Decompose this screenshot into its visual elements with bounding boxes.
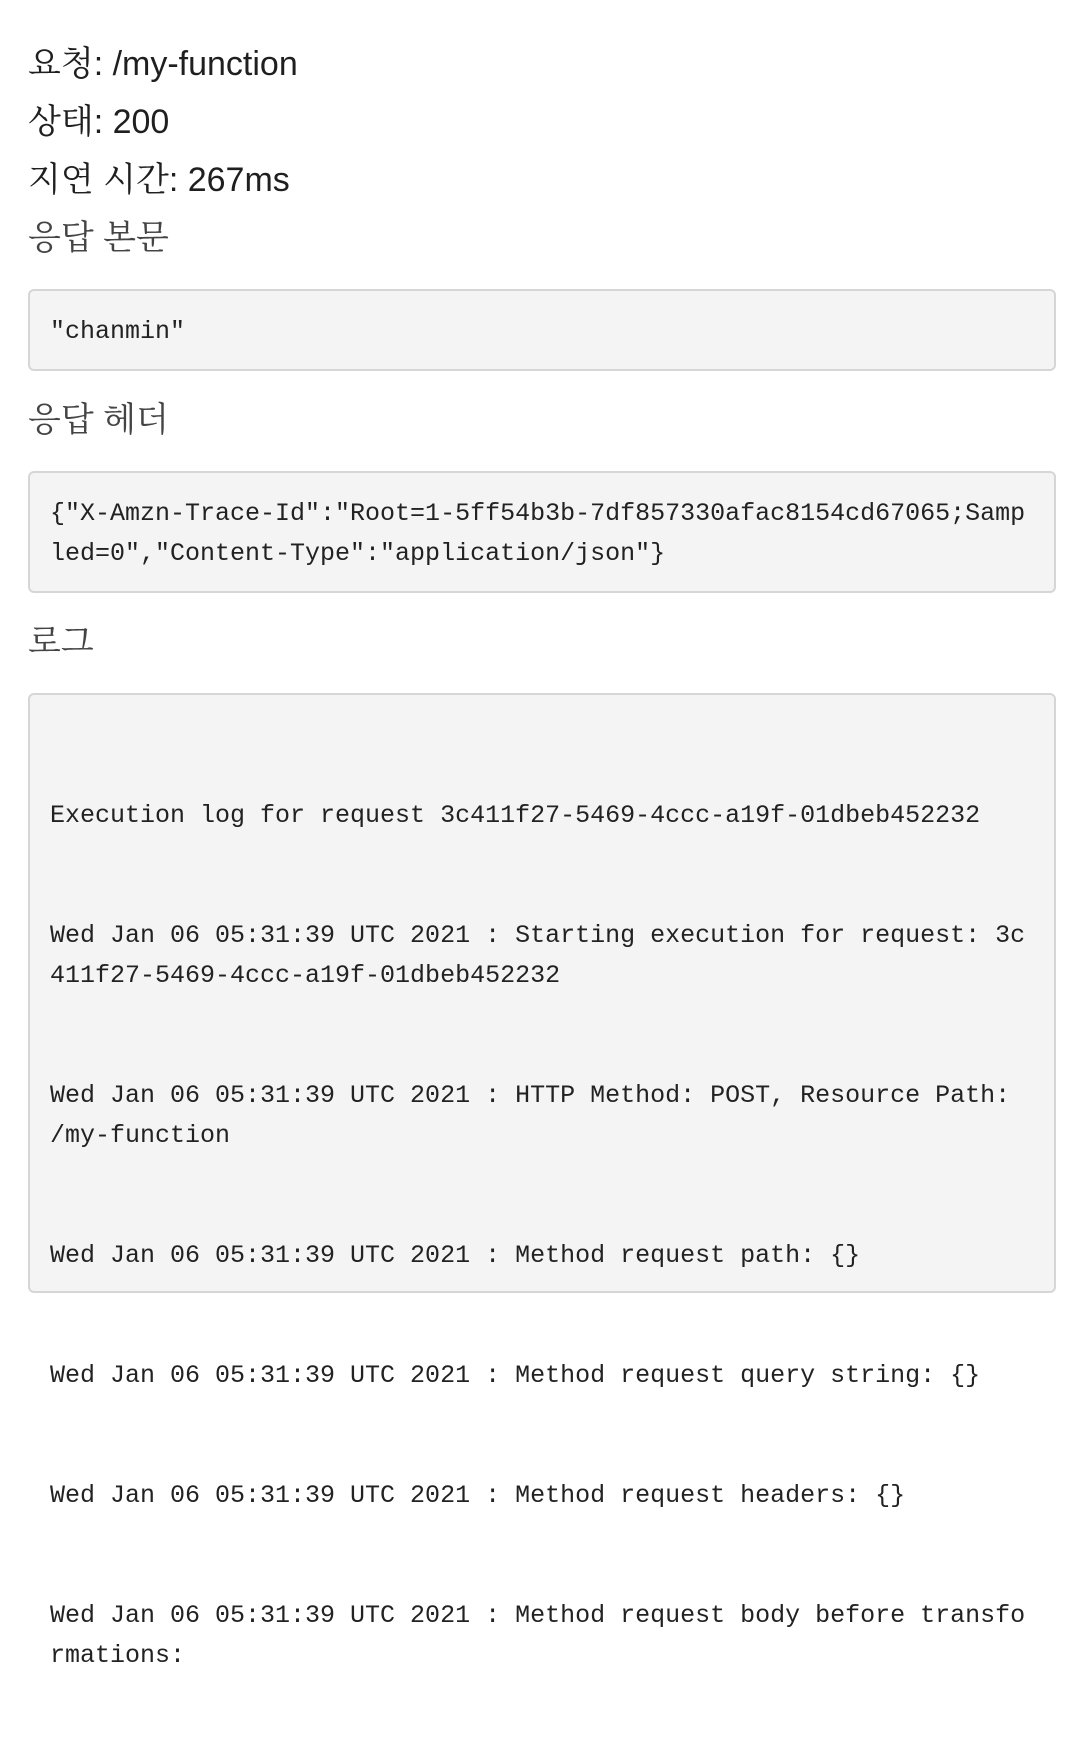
log-line: Wed Jan 06 05:31:39 UTC 2021 : Method request body before transformations:	[50, 1601, 1026, 1670]
log-line: Wed Jan 06 05:31:39 UTC 2021 : Method request headers: {}	[50, 1481, 906, 1510]
log-line: Wed Jan 06 05:31:39 UTC 2021 : Starting execution for request: 3c411f27-5469-4ccc-a19f-01dbeb452232	[50, 921, 1026, 990]
response-body-title: 응답 본문	[28, 219, 169, 257]
log-line: Wed Jan 06 05:31:39 UTC 2021 : Method request path: {}	[50, 1241, 861, 1270]
logs-title: 로그	[28, 623, 94, 661]
log-line: Wed Jan 06 05:31:39 UTC 2021 : Method request query string: {}	[50, 1361, 981, 1390]
status-label: 상태: 200	[28, 103, 170, 141]
logs-box[interactable]	[28, 693, 1056, 1670]
response-body-box[interactable]: "chanmin"	[28, 289, 1056, 371]
log-line: Execution log for request 3c411f27-5469-4ccc-a19f-01dbeb452232	[50, 801, 981, 830]
response-headers-title: 응답 헤더	[28, 401, 169, 439]
request-path-label: 요청: /my-function	[28, 45, 298, 83]
response-headers-box[interactable]: {"X-Amzn-Trace-Id":"Root=1-5ff54b3b-7df857330afac8154cd67065;Sampled=0","Content-Type":"application/json"}	[28, 471, 1056, 593]
log-line: Wed Jan 06 05:31:39 UTC 2021 : HTTP Method: POST, Resource Path: /my-function	[50, 1081, 1026, 1150]
latency-label: 지연 시간: 267ms	[28, 161, 290, 199]
test-result-panel	[28, 0, 1056, 1670]
